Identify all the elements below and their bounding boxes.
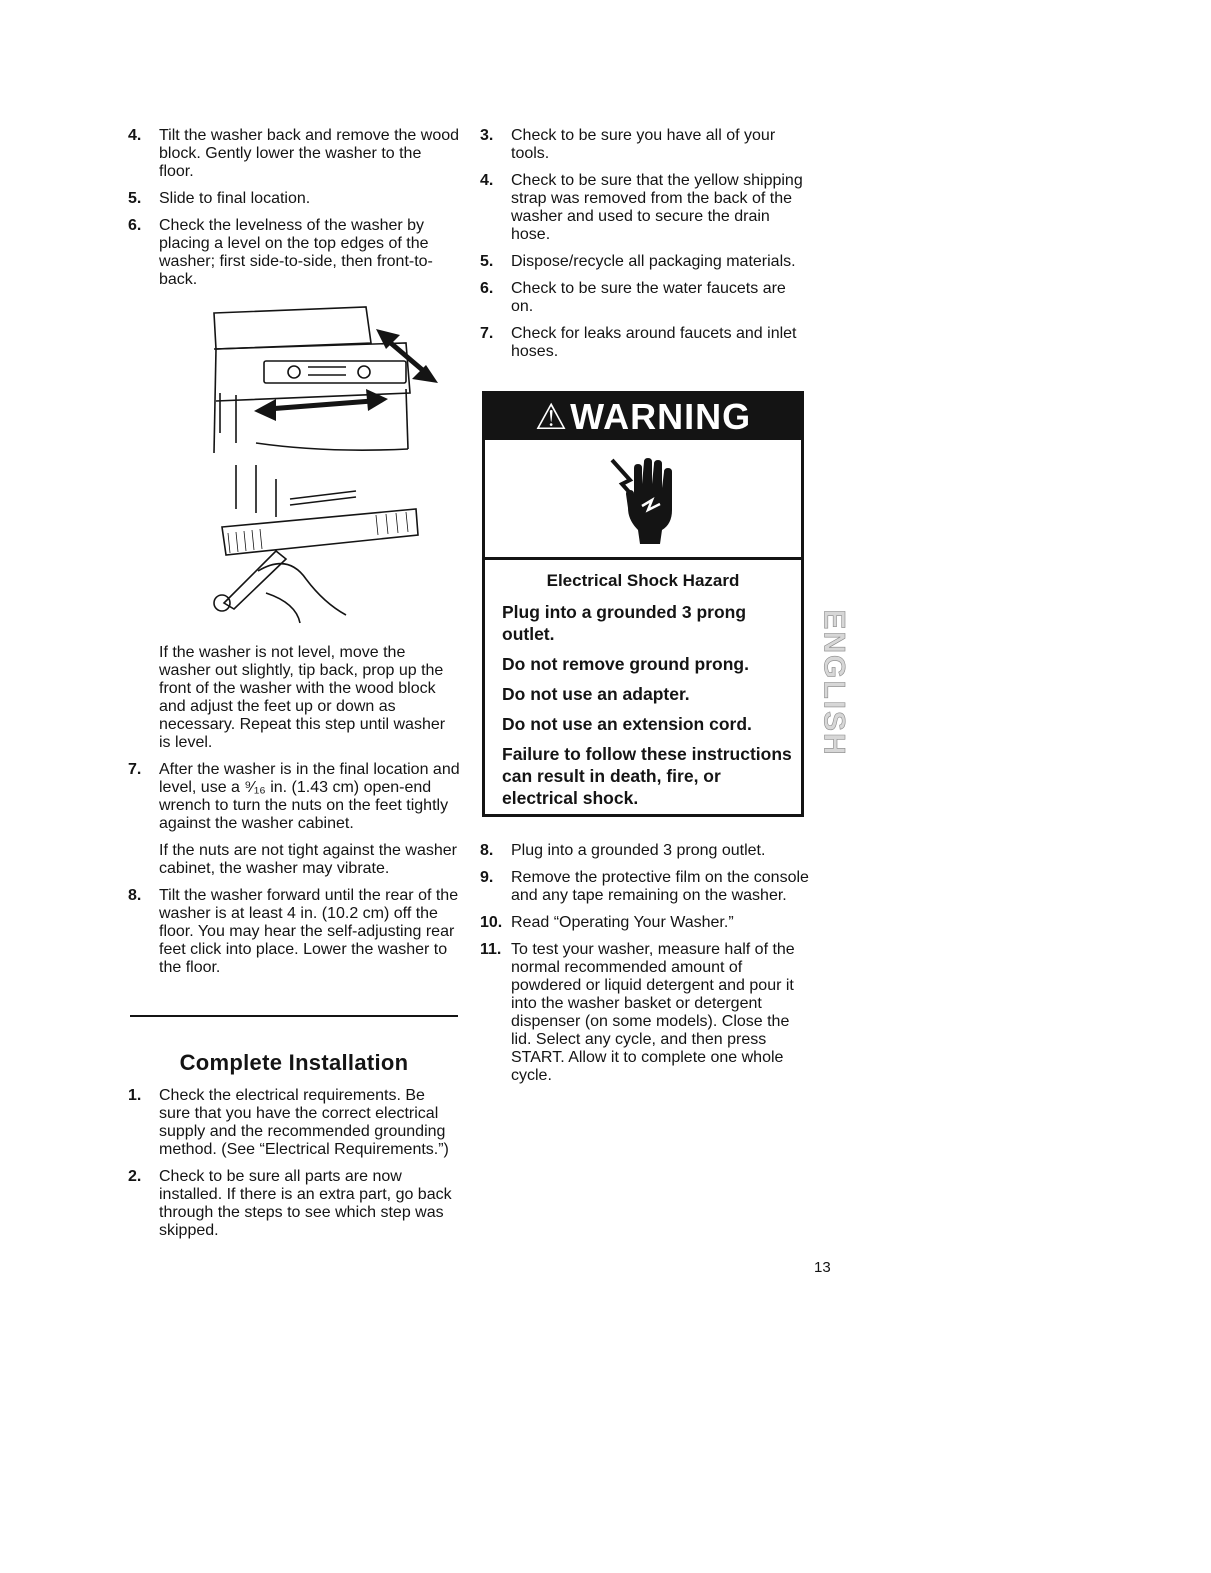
electrical-shock-hand-icon <box>608 454 678 544</box>
step-item: 5. Dispose/recycle all packaging materials. <box>480 253 796 270</box>
step-item: 4. Tilt the washer back and remove the wood block. Gently lower the washer to the floor. <box>128 127 460 180</box>
warning-line: Do not use an extension cord. <box>502 714 752 734</box>
step-item: 2. Check to be sure all parts are now installed. If there is an extra part, go back through the steps to see which step was skipped. <box>128 1168 452 1239</box>
complete-installation-list <box>128 1087 460 1249</box>
level-paragraph: If the washer is not level, move the washer out slightly, tip back, prop up the front of the washer with the wood block and adjust the feet up or down as necessary. Repeat this step until washer is level. <box>159 644 446 751</box>
step-item: 8. Plug into a grounded 3 prong outlet. <box>480 842 766 859</box>
nuts-paragraph: If the nuts are not tight against the washer cabinet, the washer may vibrate. <box>159 842 457 877</box>
step-item: 10. Read “Operating Your Washer.” <box>480 914 734 931</box>
right-column-top <box>480 127 810 370</box>
warning-banner-text: WARNING <box>570 396 752 437</box>
washer-leveling-illustration <box>196 303 458 635</box>
warning-line: Plug into a grounded 3 prong outlet. <box>502 602 747 644</box>
warning-banner <box>485 394 801 440</box>
step-item: 1. Check the electrical requirements. Be sure that you have the correct electrical supply and the recommended grounding method. (See “Electrical Requirements.”) <box>128 1087 449 1158</box>
language-side-tab <box>818 592 852 774</box>
warning-line: Failure to follow these instructions can result in death, fire, or electrical shock. <box>502 744 792 808</box>
step-item: 11. To test your washer, measure half of the normal recommended amount of powdered or liquid detergent and pour it into the washer basket or detergent dispenser (on some models). Close the lid. Select any cycle, and then press START. Allow it to complete one whole cycle. <box>480 941 795 1084</box>
step-item: 7. Check for leaks around faucets and inlet hoses. <box>480 325 797 360</box>
page-number: 13 <box>814 1259 831 1276</box>
shock-icon-area <box>485 440 801 560</box>
left-column-lower <box>128 644 460 986</box>
step-item: 6. Check to be sure the water faucets are on. <box>480 280 786 315</box>
hazard-title: Electrical Shock Hazard <box>546 571 740 590</box>
right-column-bottom <box>480 842 810 1094</box>
section-heading: Complete Installation <box>179 1050 409 1075</box>
side-tab-text: ENGLISH <box>818 609 852 757</box>
warning-box <box>482 391 804 817</box>
warning-line: Do not remove ground prong. <box>502 654 749 674</box>
step-item: 8. Tilt the washer forward until the rear of the washer is at least 4 in. (10.2 cm) off the floor. You may hear the self-adjusting rear feet click into place. Lower the washer to the floor. <box>128 887 459 976</box>
step-item: 9. Remove the protective film on the console and any tape remaining on the washer. <box>480 869 809 904</box>
step-item: 7. After the washer is in the final location and level, use a ⁹⁄₁₆ in. (1.43 cm) open-end wrench to turn the nuts on the feet tightly against the washer cabinet. <box>128 761 460 832</box>
step-item: 5. Slide to final location. <box>128 190 311 207</box>
step-item: 3. Check to be sure you have all of your tools. <box>480 127 776 162</box>
warning-triangle-icon: ⚠ <box>534 396 569 437</box>
left-column <box>128 127 460 298</box>
step-item: 6. Check the levelness of the washer by placing a level on the top edges of the washer; first side-to-side, then front-to-back. <box>128 217 433 288</box>
section-divider <box>130 1015 458 1017</box>
step-item: 4. Check to be sure that the yellow shipping strap was removed from the back of the washer and used to secure the drain hose. <box>480 172 803 243</box>
warning-line: Do not use an adapter. <box>502 684 690 704</box>
